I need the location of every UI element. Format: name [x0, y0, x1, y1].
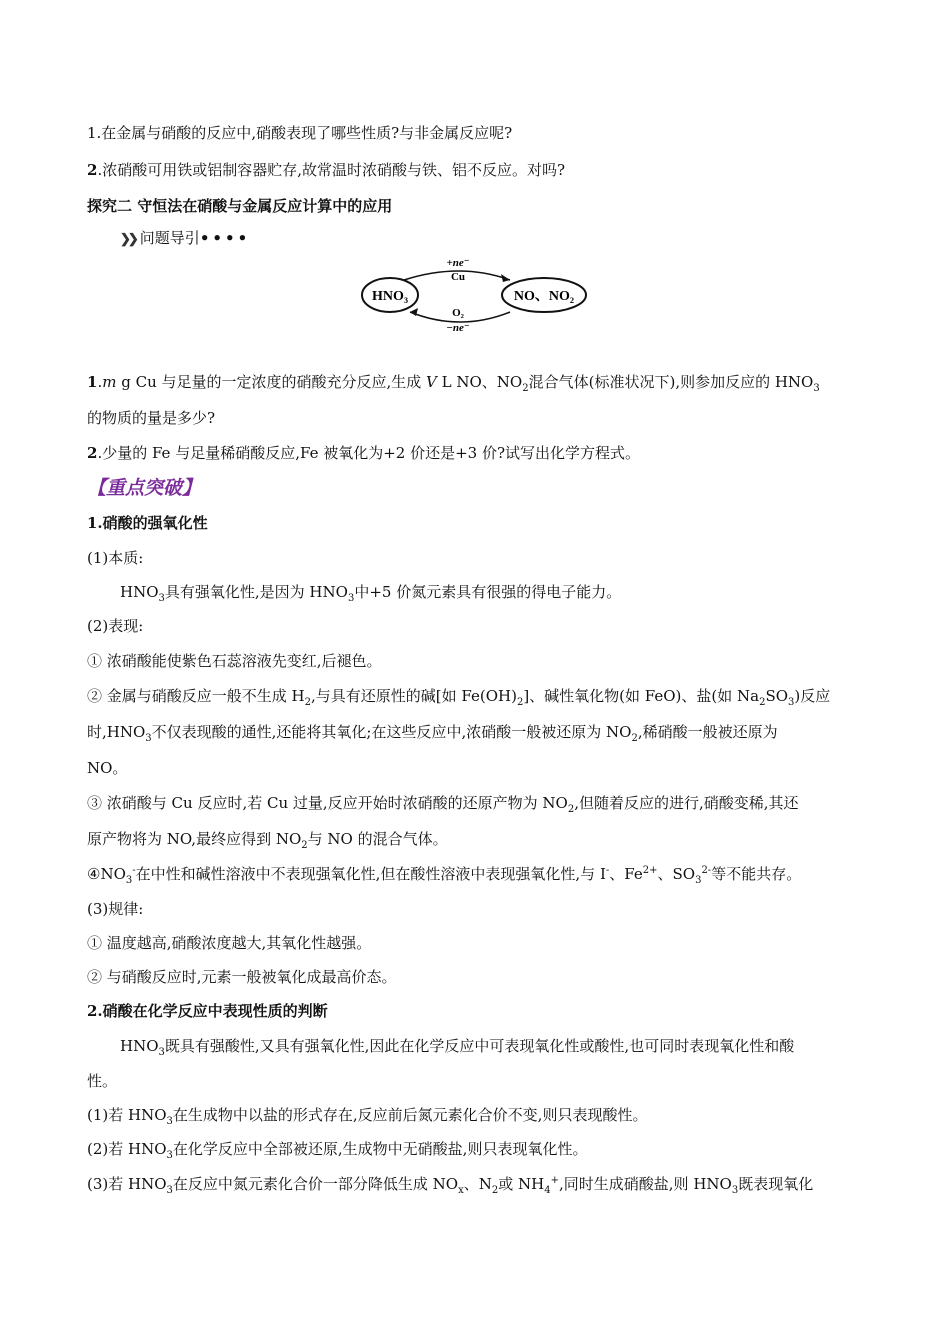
essence-text: $HNO_3$具有强氧化性,是因为 $HNO_3$中+5 价氮元素具有很强的得电子能力。 [120, 583, 622, 604]
diagram-top-label-1: +ne⁻ [446, 257, 470, 269]
double-chevron-icon: ❯❯ [120, 232, 136, 247]
case-1: (1)若 $HNO_3$在生成物中以盐的形式存在,反应前后氮元素化合价不变,则只表现酸性。 [87, 1106, 648, 1127]
point-1: ① 浓硝酸能使紫色石蕊溶液先变红,后褪色。 [87, 652, 382, 670]
rule-2: ② 与硝酸反应时,元素一般被氧化成最高价态。 [87, 968, 397, 986]
question-4: 2.少量的 Fe 与足量稀硝酸反应,Fe 被氧化为+2 价还是+3 价?试写出化学方程式。 [87, 444, 641, 462]
point-3: ③ 浓硝酸与 Cu 反应时,若 Cu 过量,反应开始时浓硝酸的还原产物为 $NO_2$,但随着反应的进行,硝酸变稀,其还 [87, 794, 799, 815]
diagram-left-label: HNO₃ [371, 289, 409, 304]
rule-1: ① 温度越高,硝酸浓度越大,其氧化性越强。 [87, 934, 372, 952]
point-2-cont: 时$,HNO_3$不仅表现酸的通性,还能将其氧化;在这些反应中,浓硝酸一般被还原为 $NO_2$,稀硝酸一般被还原为 [87, 723, 778, 744]
question-3: 1.m g Cu 与足量的一定浓度的硝酸充分反应,生成 V L NO、$NO_2$混合气体(标准状况下),则参加反应的 $HNO_3$ [87, 373, 820, 394]
diagram-bottom-label-1: O₂ [452, 307, 464, 319]
intro-text-cont: 性。 [87, 1072, 118, 1090]
point-3-cont: 原产物将为 NO,最终应得到 $NO_2$与 NO 的混合气体。 [87, 830, 448, 851]
question-1: 1.在金属与硝酸的反应中,硝酸表现了哪些性质?与非金属反应呢? [87, 124, 513, 142]
question-3-cont: 的物质的量是多少? [87, 409, 216, 427]
section-title: 探究二 守恒法在硝酸与金属反应计算中的应用 [87, 197, 393, 215]
point-2: ② 金属与硝酸反应一般不生成 $H_2$,与具有还原性的碱[如 $Fe(OH)_2$]、碱性氧化物(如 FeO)、盐(如 $Na_2SO_3$)反应 [87, 687, 831, 708]
point-2-cont2: NO。 [87, 759, 128, 777]
case-3: (3)若 $HNO_3$在反应中氮元素化合价一部分降低生成 $NO_x$、$N_2$或 $NH_4^+$,同时生成硝酸盐,则 $HNO_3$既表现氧化 [87, 1175, 814, 1196]
subheading-1: 1.硝酸的强氧化性 [87, 514, 208, 532]
diagram-right-label: NO、NO₂ [513, 289, 575, 304]
redox-cycle-diagram [360, 252, 592, 338]
question-2: 2.浓硝酸可用铁或铝制容器贮存,故常温时浓硝酸与铁、铝不反应。对吗? [87, 161, 566, 179]
diagram-bottom-label-2: −ne⁻ [446, 322, 470, 334]
intro-text: $HNO_3$既具有强酸性,又具有强氧化性,因此在化学反应中可表现氧化性或酸性,也可同时表现氧化性和酸 [120, 1037, 795, 1058]
essence-label: (1)本质: [87, 549, 144, 567]
key-points-heading: 【重点突破】 [87, 477, 202, 499]
show-label: (2)表现: [87, 617, 144, 635]
subheading-2: 2.硝酸在化学反应中表现性质的判断 [87, 1002, 328, 1020]
diagram-top-label-2: Cu [450, 271, 466, 283]
rule-label: (3)规律: [87, 900, 144, 918]
point-4: $④NO_3^-$在中性和碱性溶液中不表现强氧化性,但在酸性溶液中表现强氧化性,与 I-、$Fe^{2+}$、$SO_3^{2-}$等不能共存。 [87, 865, 802, 886]
top-arrow-head [501, 274, 510, 282]
guide-label: ❯❯ 问题导引•••• [120, 229, 251, 247]
case-2: (2)若 $HNO_3$在化学反应中全部被还原,生成物中无硝酸盐,则只表现氧化性。 [87, 1140, 588, 1161]
